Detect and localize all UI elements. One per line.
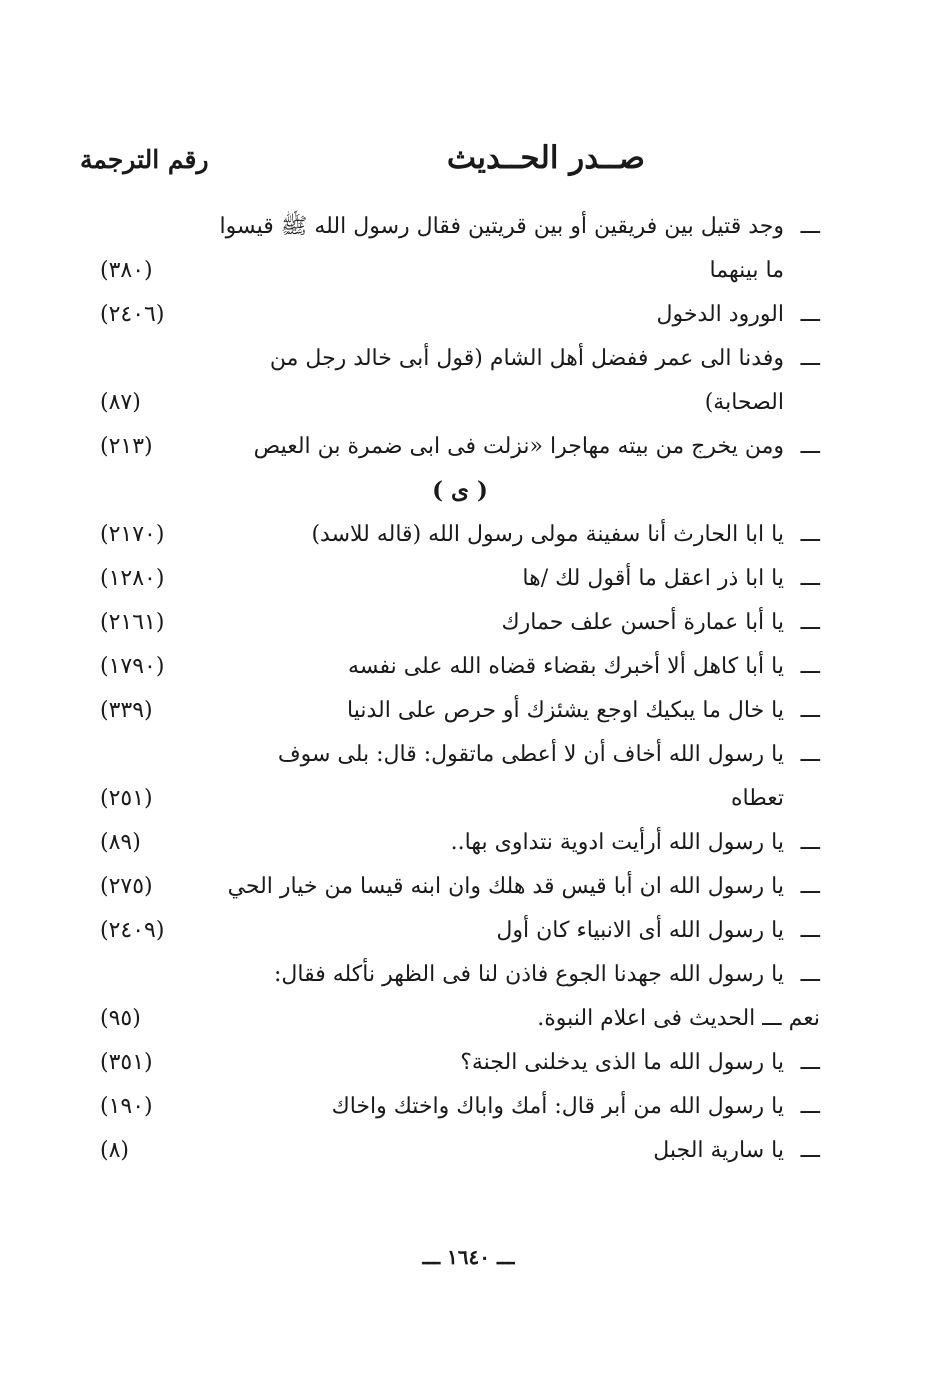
biography-number: (٢٧٥) xyxy=(100,874,153,899)
list-item xyxy=(100,293,820,337)
entry-dash: ـــ xyxy=(800,434,820,459)
list-item xyxy=(100,953,820,997)
entry-dash: ـــ xyxy=(800,1138,820,1163)
biography-number: (٨٩) xyxy=(100,830,141,855)
list-item xyxy=(100,1129,820,1173)
list-item xyxy=(100,425,820,469)
list-item xyxy=(100,205,820,293)
list-item xyxy=(100,513,820,557)
entry-dash: ـــ xyxy=(800,566,820,591)
column-title-hadith-start: صــدر الحــديث xyxy=(446,140,645,176)
biography-number: (٢١٧٠) xyxy=(100,522,165,547)
list-item-continuation xyxy=(100,997,820,1041)
biography-number: (١٩٠) xyxy=(100,1094,153,1119)
hadith-text: وجد قتيل بين فريقين أو بين قريتين فقال رسول الله ﷺ قيسوا ما بينهما xyxy=(219,214,784,283)
biography-number: (٢٤٠٩) xyxy=(100,918,165,943)
biography-number: (٢٤٠٦) xyxy=(100,302,165,327)
entry-dash: ـــ xyxy=(800,830,820,855)
entry-dash: ـــ xyxy=(800,214,820,239)
hadith-text: يا أبا كاهل ألا أخبرك بقضاء قضاه الله على نفسه xyxy=(348,654,784,679)
hadith-text: يا رسول الله أخاف أن لا أعطى ماتقول: قال: بلى سوف تعطاه xyxy=(277,742,784,811)
list-item xyxy=(100,689,820,733)
biography-number: (٣٥١) xyxy=(100,1050,153,1075)
entry-dash: ـــ xyxy=(800,610,820,635)
hadith-index-list xyxy=(100,205,820,1173)
hadith-text: يا خال ما يبكيك اوجع يشئزك أو حرص على الدنيا xyxy=(347,698,784,723)
section-letter-heading: ( ى ) xyxy=(432,477,488,504)
entry-dash: ـــ xyxy=(800,522,820,547)
entry-dash: ـــ xyxy=(800,698,820,723)
hadith-text: يا رسول الله أرأيت ادوية نتداوى بها.. xyxy=(450,830,784,855)
column-title-biography-number: رقم الترجمة xyxy=(80,145,209,174)
entry-dash: ـــ xyxy=(800,918,820,943)
biography-number: (٢١٣) xyxy=(100,434,153,459)
biography-number: (١٧٩٠) xyxy=(100,654,165,679)
biography-number: (٨٧) xyxy=(100,390,141,415)
biography-number: (٨) xyxy=(100,1138,130,1163)
biography-number: (١٢٨٠) xyxy=(100,566,165,591)
list-item xyxy=(100,645,820,689)
list-item xyxy=(100,337,820,425)
hadith-text: يا رسول الله من أبر قال: أمك واباك واختك واخاك xyxy=(331,1094,784,1119)
hadith-text: يا رسول الله ما الذى يدخلنى الجنة؟ xyxy=(460,1050,784,1075)
entry-dash: ـــ xyxy=(800,742,820,767)
list-item xyxy=(100,1085,820,1129)
hadith-text: يا ابا ذر اعقل ما أقول لك /ها xyxy=(522,566,784,591)
entry-dash: ـــ xyxy=(800,302,820,327)
entry-dash: ـــ xyxy=(800,962,820,987)
hadith-text: وفدنا الى عمر ففضل أهل الشام (قول أبى خالد رجل من الصحابة) xyxy=(269,346,784,415)
entry-dash: ـــ xyxy=(800,1050,820,1075)
entry-dash: ـــ xyxy=(800,874,820,899)
hadith-text: يا أبا عمارة أحسن علف حمارك xyxy=(501,610,784,635)
entry-dash: ـــ xyxy=(800,1094,820,1119)
hadith-text: نعم ـــ الحديث فى اعلام النبوة. xyxy=(537,1006,820,1031)
list-item xyxy=(100,1041,820,1085)
page-header xyxy=(80,140,820,190)
biography-number: (٢١٦١) xyxy=(100,610,165,635)
list-item xyxy=(100,733,820,821)
hadith-text: يا رسول الله أى الانبياء كان أول xyxy=(496,918,784,943)
biography-number: (٢٥١) xyxy=(100,786,153,811)
list-item xyxy=(100,821,820,865)
list-item xyxy=(100,557,820,601)
entry-dash: ـــ xyxy=(800,654,820,679)
entry-dash: ـــ xyxy=(800,346,820,371)
biography-number: (٣٣٩) xyxy=(100,698,153,723)
biography-number: (٩٥) xyxy=(100,1006,141,1031)
hadith-text: يا سارية الجبل xyxy=(653,1138,784,1163)
list-item xyxy=(100,865,820,909)
hadith-text: ومن يخرج من بيته مهاجرا «نزلت فى ابى ضمرة بن العيص xyxy=(253,434,784,459)
hadith-text: يا رسول الله ان أبا قيس قد هلك وان ابنه قيسا من خيار الحي xyxy=(227,874,784,899)
hadith-text: يا ابا الحارث أنا سفينة مولى رسول الله (قاله للاسد) xyxy=(311,522,784,547)
hadith-text: الورود الدخول xyxy=(656,302,784,327)
hadith-text: يا رسول الله جهدنا الجوع فاذن لنا فى الظهر نأكله فقال: xyxy=(273,962,784,987)
biography-number: (٣٨٠) xyxy=(100,258,153,283)
page-number: ـــ ١٦٤٠ ـــ xyxy=(422,1245,515,1269)
list-item xyxy=(100,909,820,953)
list-item xyxy=(100,601,820,645)
